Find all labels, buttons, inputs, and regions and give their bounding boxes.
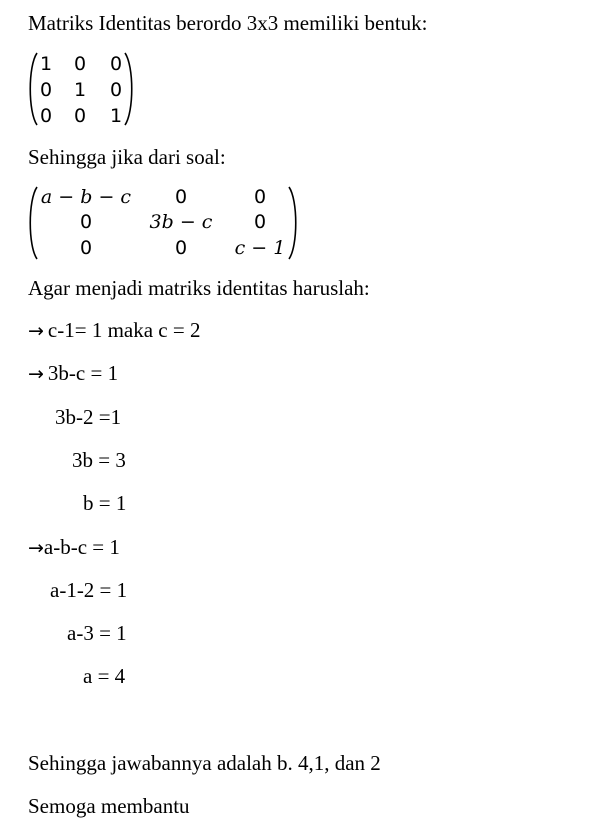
matrix-cell: 0 (79, 237, 93, 259)
identity-matrix (26, 52, 138, 128)
step-line (83, 491, 126, 515)
matrix-cell: c − 1 (234, 237, 286, 259)
step-line (50, 578, 127, 602)
matrix-cell: 1 (73, 79, 87, 101)
step-text: a-3 = 1 (67, 621, 127, 645)
step-line (28, 318, 200, 343)
step-line (72, 448, 126, 472)
matrix-cell: 0 (109, 79, 123, 101)
right-parenthesis (124, 52, 136, 126)
matrix-cell: 0 (39, 105, 53, 127)
step-line (28, 361, 118, 386)
arrow-right-icon: → (28, 363, 44, 385)
matrix-cell: 0 (39, 79, 53, 101)
step-line (67, 621, 127, 645)
matrix-cell: 1 (109, 105, 123, 127)
matrix-cell: a − b − c (40, 186, 132, 208)
step-text: b = 1 (83, 491, 127, 515)
condition-label: Agar menjadi matriks identitas haruslah: (28, 276, 370, 300)
given-label: Sehingga jika dari soal: (28, 145, 226, 169)
matrix-cell: 0 (174, 186, 188, 208)
matrix-cell: 3b − c (149, 211, 213, 233)
step-line (83, 664, 125, 688)
matrix-cell: 0 (79, 211, 93, 233)
given-matrix (26, 186, 302, 262)
intro-text: Matriks Identitas berordo 3x3 memiliki bentuk: (28, 11, 428, 35)
step-text: 3b = 3 (72, 448, 126, 472)
step-text: c-1= 1 maka c = 2 (47, 318, 201, 342)
step-line (28, 535, 120, 560)
matrix-cell: 0 (174, 237, 188, 259)
step-line (55, 405, 121, 429)
conclusion-text: Sehingga jawabannya adalah b. 4,1, dan 2 (28, 751, 381, 775)
closing-text: Semoga membantu (28, 794, 190, 818)
matrix-cell: 0 (109, 53, 123, 75)
step-text: 3b-2 =1 (55, 405, 122, 429)
step-text: 3b-c = 1 (47, 361, 119, 385)
matrix-cell: 0 (73, 105, 87, 127)
arrow-right-icon: → (28, 537, 44, 559)
step-text: a-1-2 = 1 (50, 578, 128, 602)
step-text: a = 4 (83, 664, 126, 688)
step-text: a-b-c = 1 (43, 535, 120, 559)
matrix-cell: 1 (39, 53, 53, 75)
arrow-right-icon: → (28, 320, 44, 342)
right-parenthesis (288, 186, 300, 260)
matrix-cell: 0 (253, 211, 267, 233)
matrix-cell: 0 (73, 53, 87, 75)
matrix-cell: 0 (253, 186, 267, 208)
